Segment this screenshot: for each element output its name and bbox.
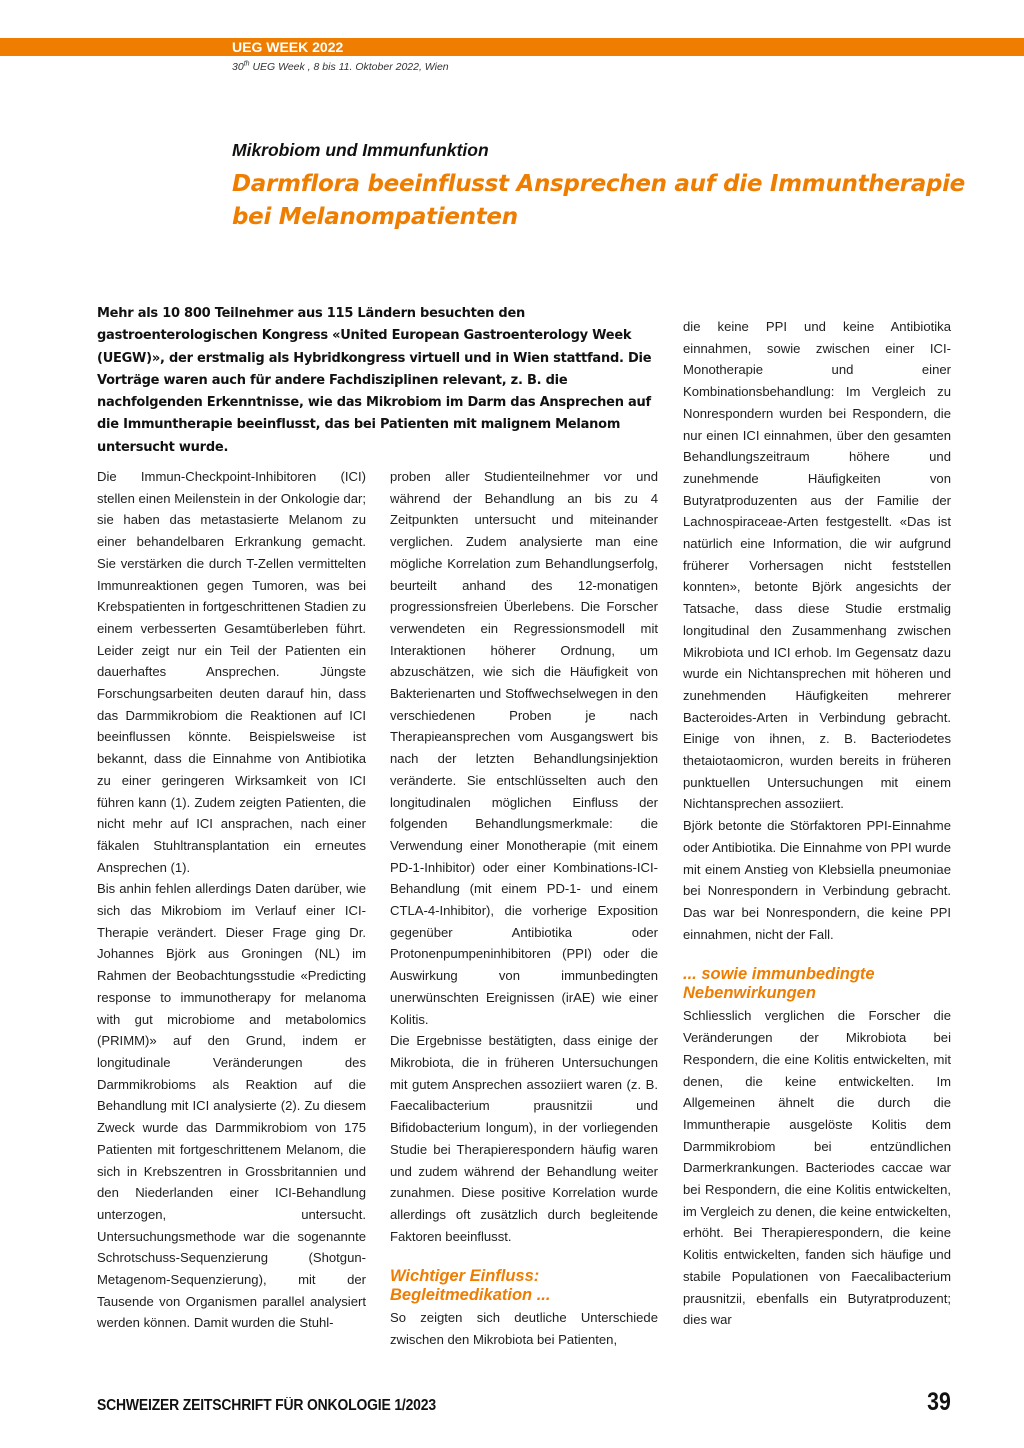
footer-journal-title: SCHWEIZER ZEITSCHRIFT FÜR ONKOLOGIE 1/2023 xyxy=(97,1397,436,1414)
paragraph: proben aller Studienteilnehmer vor und während der Behandlung an bis zu 4 Zeitpunkten untersucht und miteinander verglichen. Zudem analysierte man eine mögliche Korrelation zum Behandlungserfolg, beurteilt anhand des 12-monatigen progressionsfreien Überlebens. Die Forscher verwendeten ein Regressionsmodell mit Interaktionen höherer Ordnung, um abzuschätzen, wie sich die Häufigkeit von Bakterienarten und Stoffwechselwegen in den verschiedenen Proben je nach Therapieansprechen vom Ausgangswert bis nach der letzten Behandlungsinjektion veränderte. Sie entschlüsselten auch den longitudinalen möglichen Einfluss der folgenden Behandlungsmerkmale: die Verwendung einer Monotherapie (mit einem PD-1-Inhibitor) oder einer Kombinations-ICI-Behandlung (mit einem PD-1- und einem CTLA-4-Inhibitor), die vorherige Exposition gegenüber Antibiotika oder Protonenpumpeninhibitoren (PPI) oder die Auswirkung von immunbedingten unerwünschten Ereignissen (irAE) wie einer Kolitis. xyxy=(390,469,658,1027)
event-info-text: UEG Week , 8 bis 11. Oktober 2022, Wien xyxy=(249,61,449,73)
paragraph: die keine PPI und keine Antibiotika einnahmen, sowie zwischen einer ICI-Monotherapie und einer Kombinationsbehandlung: Im Vergleich zu Nonrespondern wurden bei Respondern, die nur einen ICI einnahmen, über den gesamten Behandlungszeitraum höhere und zunehmende Häufigkeiten von Butyratproduzenten aus der Familie der Lachnospiraceae-Arten festgestellt. «Das ist natürlich eine Information, die wir aufgrund früherer Vorhersagen nicht feststellen konnten», betonte Björk angesichts der Tatsache, dass diese Studie erstmalig longitudinal den Zusammenhang zwischen Mikrobiota und ICI erhob. Im Gegensatz dazu wurde ein Nichtansprechen mit höheren und zunehmenden Häufigkeiten mehrerer Bacteroides-Arten in Verbindung gebracht. Einige von ihnen, z. B. Bacteriodetes thetaiotaomicron, wurden bereits in früheren punktuellen Untersuchungen mit einem Nichtansprechen assoziiert. xyxy=(683,319,951,812)
article-title: Darmflora beeinflusst Ansprechen auf die Immuntherapie bei Melanompatienten xyxy=(232,171,965,230)
section-heading: ... sowie immunbedingte Nebenwirkungen xyxy=(683,965,875,1003)
body-column-2 xyxy=(390,466,658,1351)
paragraph: Schliesslich verglichen die Forscher die Veränderungen der Mikrobiota bei Respondern, die eine Kolitis entwickelten, mit denen, die keine entwickelten. Im Allgemeinen ähnelt die durch die Immuntherapie ausgelöste Kolitis dem Darmmikrobiom bei entzündlichen Darmerkrankungen. Bacteriodes caccae war bei Respondern, die eine Kolitis entwickelten, im Vergleich zu denen, die keine entwickelten, erhöht. Bei Therapierespondern, die keine Kolitis entwickelten, fanden sich häufige und stabile Populationen von Faecalibacterium prausnitzii, ebenfalls ein Butyratproduzent; dies war xyxy=(683,1008,951,1328)
header-accent-bar xyxy=(0,38,1024,56)
article-kicker: Mikrobiom und Immunfunktion xyxy=(232,140,489,160)
paragraph: So zeigten sich deutliche Unterschiede zwischen den Mikrobiota bei Patienten, xyxy=(390,1310,658,1348)
paragraph: Die Ergebnisse bestätigten, dass einige der Mikrobiota, die in früheren Untersuchungen mit gutem Ansprechen assoziiert waren (z. B. Faecalibacterium prausnitzii und Bifidobacterium longum), in der vorliegenden Studie bei Therapierespondern häufig waren und zudem während der Behandlung weiter zunahmen. Diese positive Korrelation wurde allerdings oft zusätzlich durch begleitende Faktoren beeinflusst. xyxy=(390,1033,658,1244)
paragraph: Björk betonte die Störfaktoren PPI-Einnahme oder Antibiotika. Die Einnahme von PPI wurde mit einem Anstieg von Klebsiella pneumoniae bei Nonrespondern in Verbindung gebracht. Das war bei Nonrespondern, die keine PPI einnahmen, nicht der Fall. xyxy=(683,818,951,942)
section-label: UEG WEEK 2022 xyxy=(232,39,344,55)
body-column-3 xyxy=(683,316,951,1331)
event-info xyxy=(232,61,449,73)
paragraph: Die Immun-Checkpoint-Inhibitoren (ICI) stellen einen Meilenstein in der Onkologie dar; sie haben das metastasierte Melanom zu einer behandelbaren Erkrankung gemacht. Sie verstärken die durch T-Zellen vermittelten Immunreaktionen gegen Tumoren, was bei Krebspatienten in fortgeschrittenen Stadien zu einem verbesserten Gesamtüberleben führt. Leider zeigt nur ein Teil der Patienten ein dauerhaftes Ansprechen. Jüngste Forschungsarbeiten deuten darauf hin, dass das Darmmikrobiom die Reaktionen auf ICI beeinflussen könnte. Beispielsweise ist bekannt, dass die Einnahme von Antibiotika zu einer geringeren Wirksamkeit von ICI führen kann (1). Zudem zeigten Patienten, die nicht mehr auf ICI ansprachen, nach einer fäkalen Stuhltransplantation ein erneutes Ansprechen (1). xyxy=(97,469,366,875)
section-heading: Wichtiger Einfluss: Begleitmedikation ... xyxy=(390,1267,551,1305)
page-number: 39 xyxy=(927,1388,951,1416)
event-info-number: 30 xyxy=(232,61,244,73)
paragraph: Bis anhin fehlen allerdings Daten darüber, wie sich das Mikrobiom im Verlauf einer ICI-Therapie verändert. Dieser Frage ging Dr. Johannes Björk aus Groningen (NL) im Rahmen der Beobachtungsstudie «Predicting response to immunotherapy for melanoma with gut microbiome and metabolomics (PRIMM)» auf den Grund, indem er longitudinale Veränderungen des Darmmikrobioms als Reaktion auf die Behandlung mit ICI analysierte (2). Zu diesem Zweck wurde das Darmmikrobiom von 175 Patienten mit fortgeschrittenem Melanom, die sich in Krebszentren in Grossbritannien und den Niederlanden einer ICI-Behandlung unterzogen, untersucht. Untersuchungsmethode war die sogenannte Schrotschuss-Sequenzierung (Shotgun-Metagenom-Sequenzierung), mit der Tausende von Organismen parallel analysiert werden können. Damit wurden die Stuhl- xyxy=(97,881,366,1331)
article-lead: Mehr als 10 800 Teilnehmer aus 115 Ländern besuchten den gastroenterologischen Kongress «United European Gastroenterology Week (UEGW)», der erstmalig als Hybridkongress virtuell und in Wien stattfand. Die Vorträge waren auch für andere Fachdisziplinen relevant, z. B. die nachfolgenden Erkenntnisse, wie das Mikrobiom im Darm das Ansprechen auf die Immuntherapie beeinflusst, das bei Patienten mit malignem Melanom untersucht wurde. xyxy=(97,306,652,455)
event-info-ordinal: th xyxy=(243,60,250,68)
body-column-1 xyxy=(97,466,366,1334)
